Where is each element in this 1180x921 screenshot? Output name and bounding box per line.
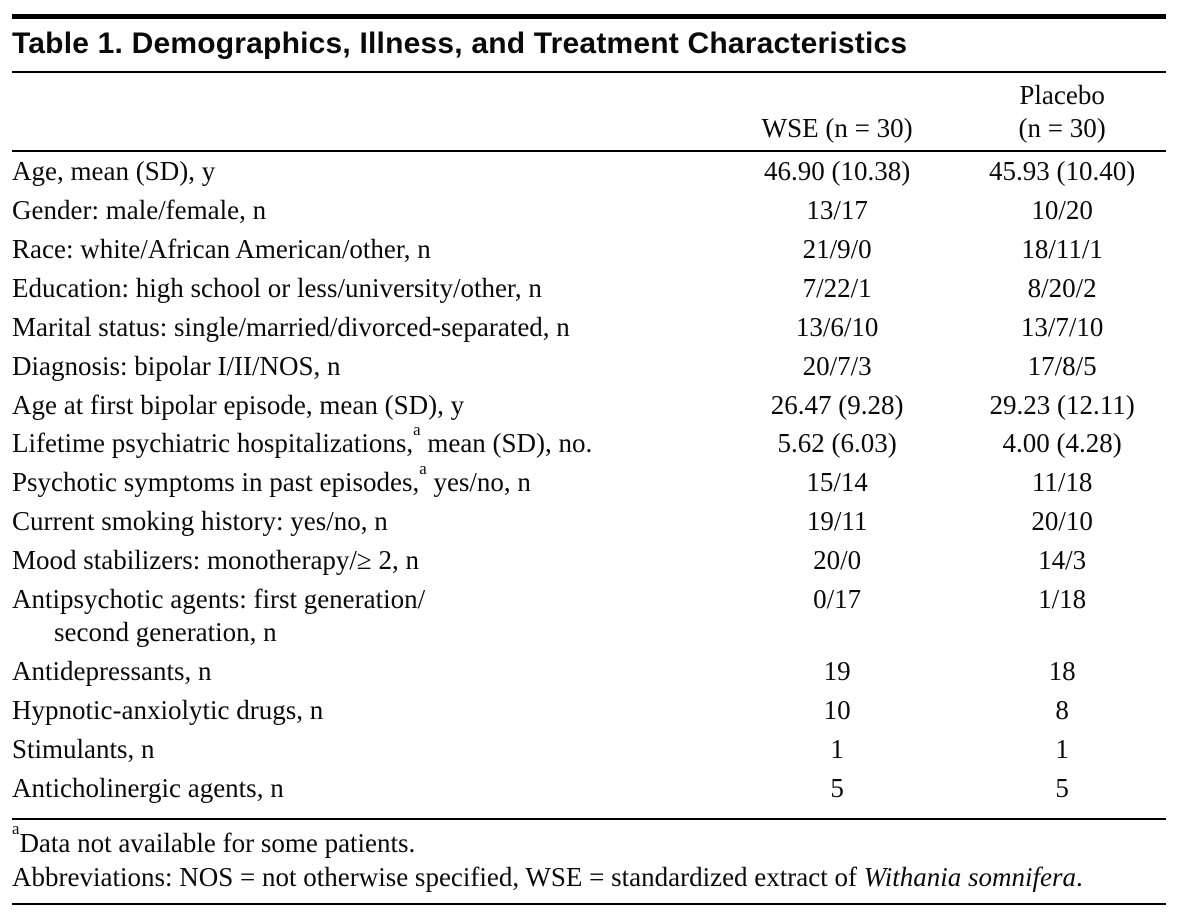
header-row xyxy=(12,73,1166,151)
col-header-placebo xyxy=(958,73,1166,151)
table-row xyxy=(12,730,1166,769)
placebo-value: 10/20 xyxy=(1031,194,1093,225)
table-body xyxy=(12,151,1166,808)
col-header-placebo-line1: Placebo xyxy=(1019,80,1105,110)
row-label: Hypnotic-anxiolytic drugs, n xyxy=(12,695,324,725)
footnote-abbreviations-text: Abbreviations: NOS = not otherwise specified, WSE = standardized extract of xyxy=(12,862,864,893)
table-header xyxy=(12,73,1166,151)
table-row xyxy=(12,541,1166,580)
row-label: Diagnosis: bipolar I/II/NOS, n xyxy=(12,350,341,381)
wse-value: 21/9/0 xyxy=(802,233,872,264)
table-row xyxy=(12,769,1166,808)
wse-value: 26.47 (9.28) xyxy=(770,389,904,420)
wse-value: 20/7/3 xyxy=(802,350,872,381)
footnote-abbreviations-suffix: . xyxy=(1076,862,1083,893)
placebo-value: 4.00 (4.28) xyxy=(1002,428,1122,459)
wse-value: 7/22/1 xyxy=(802,272,872,303)
wse-value: 1 xyxy=(830,733,844,764)
wse-value: 0/17 xyxy=(813,584,862,615)
col-header-wse-label: WSE (n = 30) xyxy=(761,112,913,143)
row-label: Stimulants, n xyxy=(12,733,155,764)
placebo-value: 17/8/5 xyxy=(1027,350,1097,381)
table-row xyxy=(12,580,1166,652)
table-row xyxy=(12,463,1166,502)
row-label: Lifetime psychiatric hospitalizations,$^a$ mean (SD), no. xyxy=(12,419,593,459)
placebo-value: 29.23 (12.11) xyxy=(989,389,1135,420)
row-label: Anticholinergic agents, n xyxy=(12,772,284,803)
placebo-value: 18 xyxy=(1048,656,1076,687)
table-title: Table 1. Demographics, Illness, and Treatment Characteristics xyxy=(12,27,908,60)
placebo-value: 5 xyxy=(1055,772,1069,803)
row-label: Current smoking history: yes/no, n xyxy=(12,506,388,537)
row-label: Age at first bipolar episode, mean (SD), y xyxy=(12,389,465,420)
table-row xyxy=(12,308,1166,347)
wse-value: 13/6/10 xyxy=(795,311,879,342)
table-row xyxy=(12,502,1166,541)
wse-value: 5.62 (6.03) xyxy=(777,428,897,459)
footnotes xyxy=(12,820,1166,903)
wse-value: 13/17 xyxy=(806,194,868,225)
row-label: Age, mean (SD), y xyxy=(12,155,216,186)
table-row xyxy=(12,424,1166,463)
wse-value: 15/14 xyxy=(806,467,868,498)
table-row xyxy=(12,652,1166,691)
table-row xyxy=(12,191,1166,230)
table-row xyxy=(12,347,1166,386)
wse-value: 5 xyxy=(830,772,844,803)
row-label: Mood stabilizers: monotherapy/≥ 2, n xyxy=(12,545,420,576)
table-row xyxy=(12,230,1166,269)
footnote-marker-a: a xyxy=(419,458,427,478)
demographics-table xyxy=(12,73,1166,808)
row-label: Antidepressants, n xyxy=(12,656,212,687)
table-row xyxy=(12,386,1166,425)
placebo-value: 13/7/10 xyxy=(1020,311,1104,342)
placebo-value: 8 xyxy=(1055,695,1069,725)
wse-value: 19 xyxy=(823,656,851,687)
table-row xyxy=(12,269,1166,308)
placebo-value: 20/10 xyxy=(1031,506,1093,537)
row-label: Psychotic symptoms in past episodes,$^a$ yes/no, n xyxy=(12,458,531,498)
footnote-abbreviations-italic: Withania somnifera xyxy=(863,862,1077,893)
placebo-value: 14/3 xyxy=(1038,545,1087,576)
row-label: Gender: male/female, n xyxy=(12,194,267,225)
placebo-value: 1/18 xyxy=(1038,584,1087,615)
row-label: Education: high school or less/university/other, n xyxy=(12,272,542,303)
footnote-availability: $^a$Data not available for some patients. xyxy=(12,819,416,858)
wse-value: 20/0 xyxy=(813,545,862,576)
footnote-marker-a: a xyxy=(413,419,421,439)
placebo-value: 45.93 (10.40) xyxy=(989,155,1136,186)
placebo-value: 8/20/2 xyxy=(1027,272,1097,303)
col-header-empty xyxy=(12,73,716,151)
footnote-abbreviations xyxy=(12,860,1166,895)
col-header-placebo-line2: (n = 30) xyxy=(1018,112,1106,143)
table-row xyxy=(12,151,1166,191)
row-label: Race: white/African American/other, n xyxy=(12,233,431,264)
row-label: Antipsychotic agents: first generation/ second generation, n xyxy=(12,584,426,648)
row-label: Marital status: single/married/divorced-separated, n xyxy=(12,311,570,342)
placebo-value: 18/11/1 xyxy=(1021,233,1103,264)
placebo-value: 1 xyxy=(1055,733,1069,764)
placebo-value: 11/18 xyxy=(1031,467,1093,498)
bottom-rule xyxy=(12,903,1166,905)
table-row xyxy=(12,691,1166,730)
footnote-marker-a: a xyxy=(12,819,20,839)
col-header-wse xyxy=(716,73,958,151)
wse-value: 10 xyxy=(823,695,851,725)
wse-value: 46.90 (10.38) xyxy=(763,155,911,186)
wse-value: 19/11 xyxy=(806,506,868,537)
